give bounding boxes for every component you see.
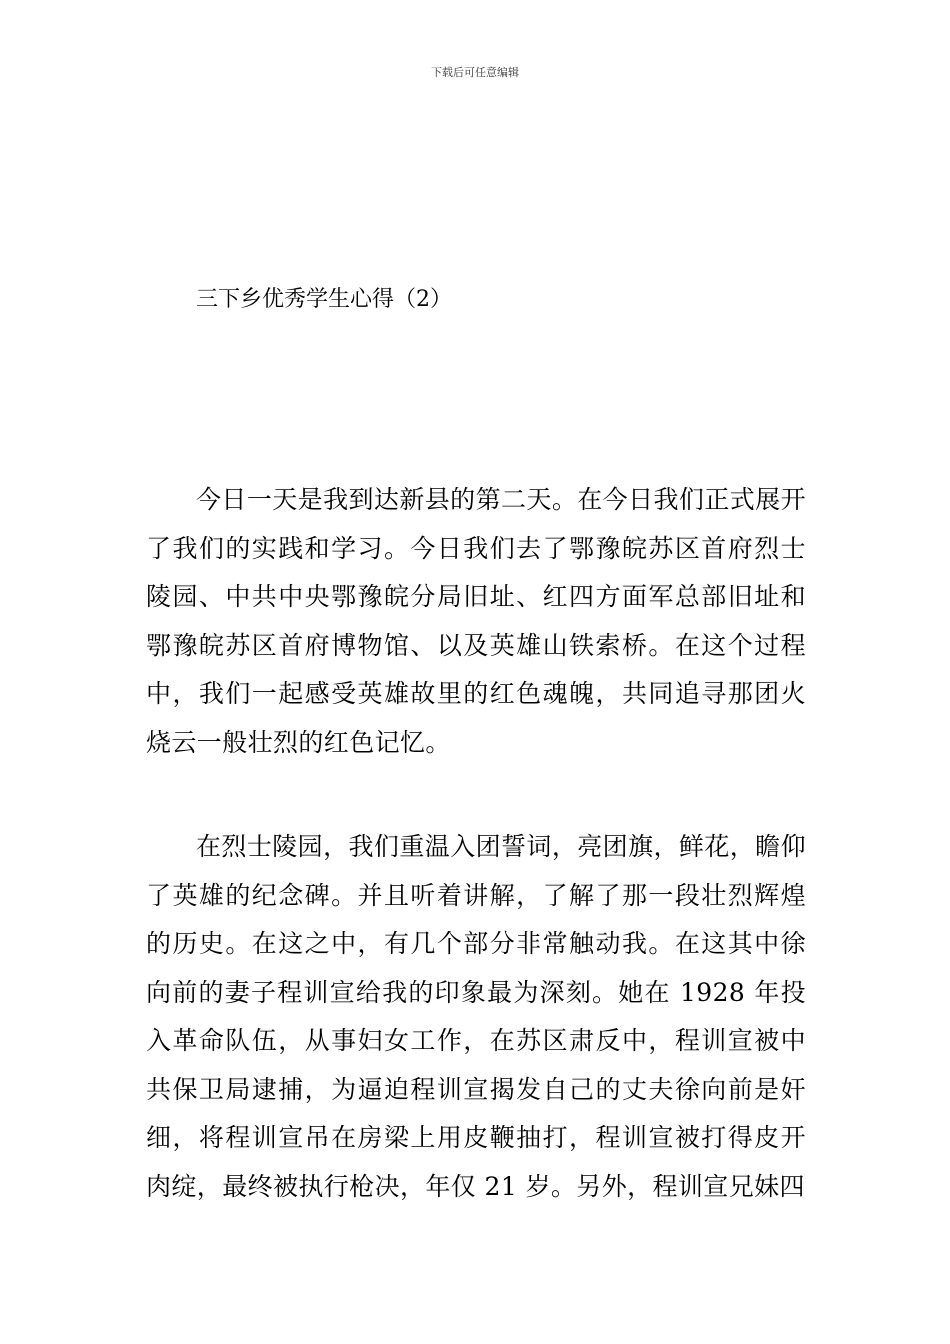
body-paragraph-1: 今日一天是我到达新县的第二天。在今日我们正式展开了我们的实践和学习。今日我们去了鄂豫皖苏区首府烈士陵园、中共中央鄂豫皖分局旧址、红四方面军总部旧址和鄂豫皖苏区首府博物馆、以及英雄山铁索桥。在这个过程中，我们一起感受英雄故里的红色魂魄，共同追寻那团火烧云一般壮烈的红色记忆。 bbox=[146, 485, 806, 757]
page-header-note: 下载后可任意编辑 bbox=[431, 66, 519, 79]
body-paragraph-2: 在烈士陵园，我们重温入团誓词，亮团旗，鲜花，瞻仰了英雄的纪念碑。并且听着讲解，了解了那一段壮烈辉煌的历史。在这之中，有几个部分非常触动我。在这其中徐向前的妻子程训宣给我的印象最为深刻。她在 1928 年投入革命队伍，从事妇女工作，在苏区肃反中，程训宣被中共保卫局逮捕，为逼迫程训宣揭发自己的丈夫徐向前是奸细，将程训宣吊在房梁上用皮鞭抽打，程训宣被打得皮开肉绽，最终被执行枪决，年仅 21 岁。另外，程训宣兄妹四 bbox=[146, 832, 806, 1201]
document-title: 三下乡优秀学生心得（2） bbox=[196, 287, 452, 312]
